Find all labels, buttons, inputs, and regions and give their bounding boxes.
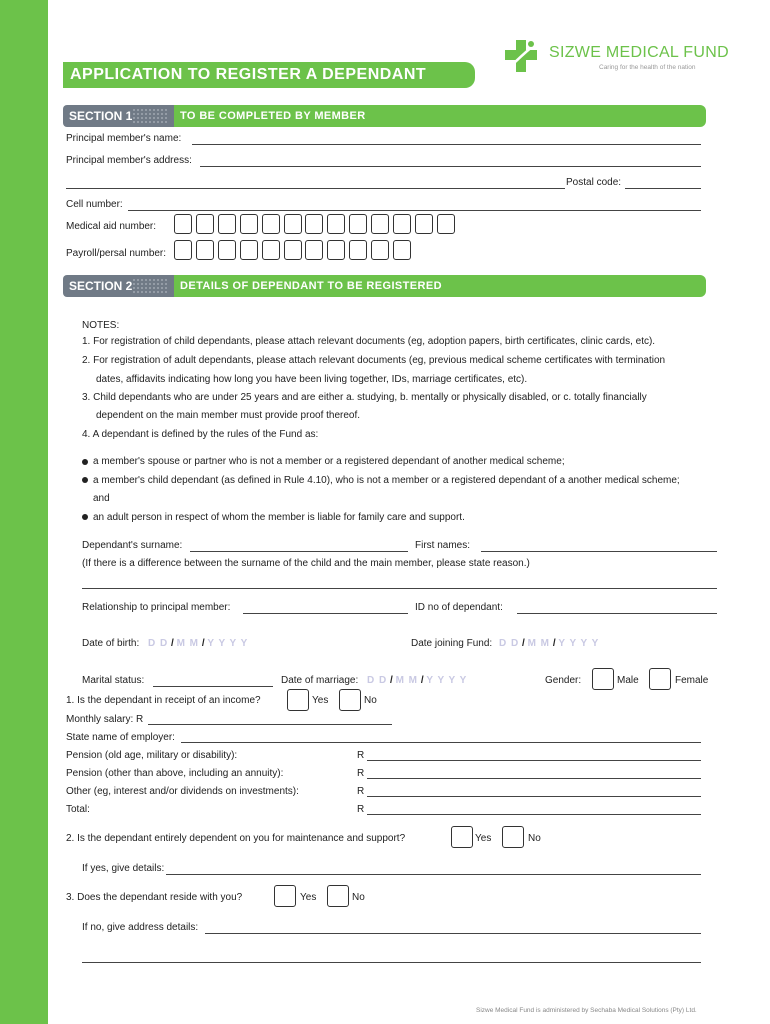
pension-old-field[interactable] bbox=[367, 760, 701, 761]
notes-title: NOTES: bbox=[82, 320, 120, 331]
section1-label-text: SECTION 1 bbox=[69, 109, 133, 123]
id-no-field[interactable] bbox=[517, 613, 717, 614]
q2-no-label: No bbox=[528, 833, 541, 844]
brand-tagline: Caring for the health of the nation bbox=[599, 64, 696, 71]
relationship-field[interactable] bbox=[243, 613, 408, 614]
monthly-salary-label: Monthly salary: R bbox=[66, 714, 144, 725]
note-2-cont: dates, affidavits indicating how long you have been living together, IDs, marriage certificates, etc). bbox=[96, 374, 528, 385]
date-separator: / bbox=[420, 675, 424, 686]
q1-income-label: 1. Is the dependant in receipt of an income? bbox=[66, 695, 261, 706]
year-placeholder: Y Y Y Y bbox=[426, 675, 468, 686]
q3-yes-checkbox[interactable] bbox=[274, 885, 296, 907]
if-no-address-field[interactable] bbox=[205, 933, 701, 934]
day-placeholder: D D bbox=[148, 638, 169, 649]
note-4: 4. A dependant is defined by the rules of the Fund as: bbox=[82, 429, 319, 440]
char-box[interactable] bbox=[174, 214, 192, 234]
logo bbox=[503, 38, 729, 78]
pension-old-currency: R bbox=[357, 750, 365, 761]
date-separator: / bbox=[552, 638, 556, 649]
q2-no-checkbox[interactable] bbox=[502, 826, 524, 848]
gender-male-checkbox[interactable] bbox=[592, 668, 614, 690]
surname-field[interactable] bbox=[190, 551, 408, 552]
id-no-label: ID no of dependant: bbox=[415, 602, 503, 613]
if-yes-details-field[interactable] bbox=[166, 874, 701, 875]
day-placeholder: D D bbox=[499, 638, 520, 649]
postal-code-label: Postal code: bbox=[566, 177, 622, 188]
total-currency: R bbox=[357, 804, 365, 815]
q1-yes-checkbox[interactable] bbox=[287, 689, 309, 711]
principal-name-label: Principal member's name: bbox=[66, 133, 182, 144]
bullet-item-1: a member's spouse or partner who is not a member or a registered dependant of another medical scheme; bbox=[93, 456, 565, 467]
date-of-birth-field[interactable] bbox=[148, 638, 248, 650]
gender-label: Gender: bbox=[545, 675, 582, 686]
payroll-number-label: Payroll/persal number: bbox=[66, 248, 167, 259]
char-box[interactable] bbox=[305, 240, 323, 260]
q3-no-label: No bbox=[352, 892, 365, 903]
char-box[interactable] bbox=[240, 214, 258, 234]
q2-yes-checkbox[interactable] bbox=[451, 826, 473, 848]
monthly-salary-field[interactable] bbox=[148, 724, 392, 725]
month-placeholder: M M bbox=[395, 675, 419, 686]
char-box[interactable] bbox=[327, 214, 345, 234]
char-box[interactable] bbox=[349, 214, 367, 234]
q1-yes-label: Yes bbox=[312, 695, 329, 706]
bullet-icon bbox=[82, 459, 88, 465]
date-separator: / bbox=[201, 638, 205, 649]
male-label: Male bbox=[617, 675, 639, 686]
char-box[interactable] bbox=[196, 240, 214, 260]
q3-label: 3. Does the dependant reside with you? bbox=[66, 892, 243, 903]
q3-no-checkbox[interactable] bbox=[327, 885, 349, 907]
surname-note: (If there is a difference between the surname of the child and the main member, please state reason.) bbox=[82, 558, 530, 569]
date-separator: / bbox=[522, 638, 525, 649]
section2-label-text: SECTION 2 bbox=[69, 279, 133, 293]
note-3-cont: dependent on the main member must provide proof thereof. bbox=[96, 410, 361, 421]
marital-status-field[interactable] bbox=[153, 686, 273, 687]
char-box[interactable] bbox=[393, 214, 411, 234]
date-of-marriage-label: Date of marriage: bbox=[281, 675, 359, 686]
if-yes-label: If yes, give details: bbox=[82, 863, 165, 874]
pension-other-field[interactable] bbox=[367, 778, 701, 779]
char-box[interactable] bbox=[371, 240, 389, 260]
char-box[interactable] bbox=[371, 214, 389, 234]
char-box[interactable] bbox=[262, 240, 280, 260]
month-placeholder: M M bbox=[176, 638, 200, 649]
pension-old-label: Pension (old age, military or disability): bbox=[66, 750, 238, 761]
q3-yes-label: Yes bbox=[300, 892, 317, 903]
principal-name-field[interactable] bbox=[192, 144, 701, 145]
bullet-icon bbox=[82, 477, 88, 483]
char-box[interactable] bbox=[349, 240, 367, 260]
postal-code-field[interactable] bbox=[625, 188, 701, 189]
char-box[interactable] bbox=[196, 214, 214, 234]
date-of-birth-label: Date of birth: bbox=[82, 638, 140, 649]
char-box[interactable] bbox=[327, 240, 345, 260]
q2-yes-label: Yes bbox=[475, 833, 492, 844]
female-label: Female bbox=[675, 675, 709, 686]
char-box[interactable] bbox=[393, 240, 411, 260]
bullet-icon bbox=[82, 514, 88, 520]
surname-label: Dependant's surname: bbox=[82, 540, 183, 551]
section2-dots bbox=[132, 278, 168, 294]
char-box[interactable] bbox=[284, 214, 302, 234]
principal-address-label: Principal member's address: bbox=[66, 155, 192, 166]
and-word: and bbox=[93, 493, 110, 504]
char-box[interactable] bbox=[174, 240, 192, 260]
address-line-2-field[interactable] bbox=[66, 188, 565, 189]
first-names-label: First names: bbox=[415, 540, 471, 551]
total-field[interactable] bbox=[367, 814, 701, 815]
footer-text: Sizwe Medical Fund is administered by Sechaba Medical Solutions (Pty) Ltd. bbox=[476, 1007, 697, 1014]
date-separator: / bbox=[171, 638, 174, 649]
other-income-currency: R bbox=[357, 786, 365, 797]
section1-label bbox=[63, 105, 174, 127]
employer-field[interactable] bbox=[181, 742, 701, 743]
other-income-field[interactable] bbox=[367, 796, 701, 797]
address-details-line-2-field[interactable] bbox=[82, 962, 701, 963]
note-3: 3. Child dependants who are under 25 years and are either a. studying, b. mentally or physically disabled, or c. totally financially bbox=[82, 392, 647, 403]
section2-label bbox=[63, 275, 174, 297]
date-joining-label: Date joining Fund: bbox=[411, 638, 493, 649]
date-separator: / bbox=[390, 675, 393, 686]
principal-address-field[interactable] bbox=[200, 166, 701, 167]
char-box[interactable] bbox=[262, 214, 280, 234]
brand-name: SIZWE MEDICAL FUND bbox=[549, 44, 729, 61]
cell-number-label: Cell number: bbox=[66, 199, 123, 210]
char-box[interactable] bbox=[305, 214, 323, 234]
char-box[interactable] bbox=[437, 214, 455, 234]
pension-other-currency: R bbox=[357, 768, 365, 779]
employer-label: State name of employer: bbox=[66, 732, 175, 743]
page-title: APPLICATION TO REGISTER A DEPENDANT bbox=[70, 66, 427, 83]
surname-reason-field[interactable] bbox=[82, 588, 717, 589]
pension-other-label: Pension (other than above, including an annuity): bbox=[66, 768, 284, 779]
if-no-label: If no, give address details: bbox=[82, 922, 199, 933]
q1-no-checkbox[interactable] bbox=[339, 689, 361, 711]
green-sidebar bbox=[0, 0, 48, 1024]
char-box[interactable] bbox=[218, 214, 236, 234]
char-box[interactable] bbox=[218, 240, 236, 260]
char-box[interactable] bbox=[240, 240, 258, 260]
month-placeholder: M M bbox=[527, 638, 551, 649]
total-label: Total: bbox=[66, 804, 90, 815]
bullet-item-3: an adult person in respect of whom the member is liable for family care and support. bbox=[93, 512, 465, 523]
date-joining-field[interactable] bbox=[499, 638, 599, 650]
bullet-item-2: a member's child dependant (as defined in Rule 4.10), who is not a member or a registered dependant of a another medical scheme; bbox=[93, 475, 680, 486]
cross-logo-icon bbox=[503, 38, 539, 74]
medical-aid-number-label: Medical aid number: bbox=[66, 221, 157, 232]
section2-heading: DETAILS OF DEPENDANT TO BE REGISTERED bbox=[174, 275, 706, 297]
char-box[interactable] bbox=[284, 240, 302, 260]
day-placeholder: D D bbox=[367, 675, 388, 686]
date-of-marriage-field[interactable] bbox=[367, 675, 467, 687]
note-1: 1. For registration of child dependants, please attach relevant documents (eg, adoption papers, birth certificates, clinic cards, etc). bbox=[82, 336, 656, 347]
gender-female-checkbox[interactable] bbox=[649, 668, 671, 690]
marital-status-label: Marital status: bbox=[82, 675, 145, 686]
q1-no-label: No bbox=[364, 695, 377, 706]
other-income-label: Other (eg, interest and/or dividends on investments): bbox=[66, 786, 299, 797]
note-2: 2. For registration of adult dependants, please attach relevant documents (eg, previous medical scheme certificates with termination bbox=[82, 355, 666, 366]
section1-dots bbox=[132, 108, 168, 124]
section1-heading: TO BE COMPLETED BY MEMBER bbox=[174, 105, 706, 127]
cell-number-field[interactable] bbox=[128, 210, 701, 211]
year-placeholder: Y Y Y Y bbox=[207, 638, 249, 649]
relationship-label: Relationship to principal member: bbox=[82, 602, 231, 613]
first-names-field[interactable] bbox=[481, 551, 717, 552]
char-box[interactable] bbox=[415, 214, 433, 234]
year-placeholder: Y Y Y Y bbox=[558, 638, 600, 649]
q2-label: 2. Is the dependant entirely dependent on you for maintenance and support? bbox=[66, 833, 406, 844]
